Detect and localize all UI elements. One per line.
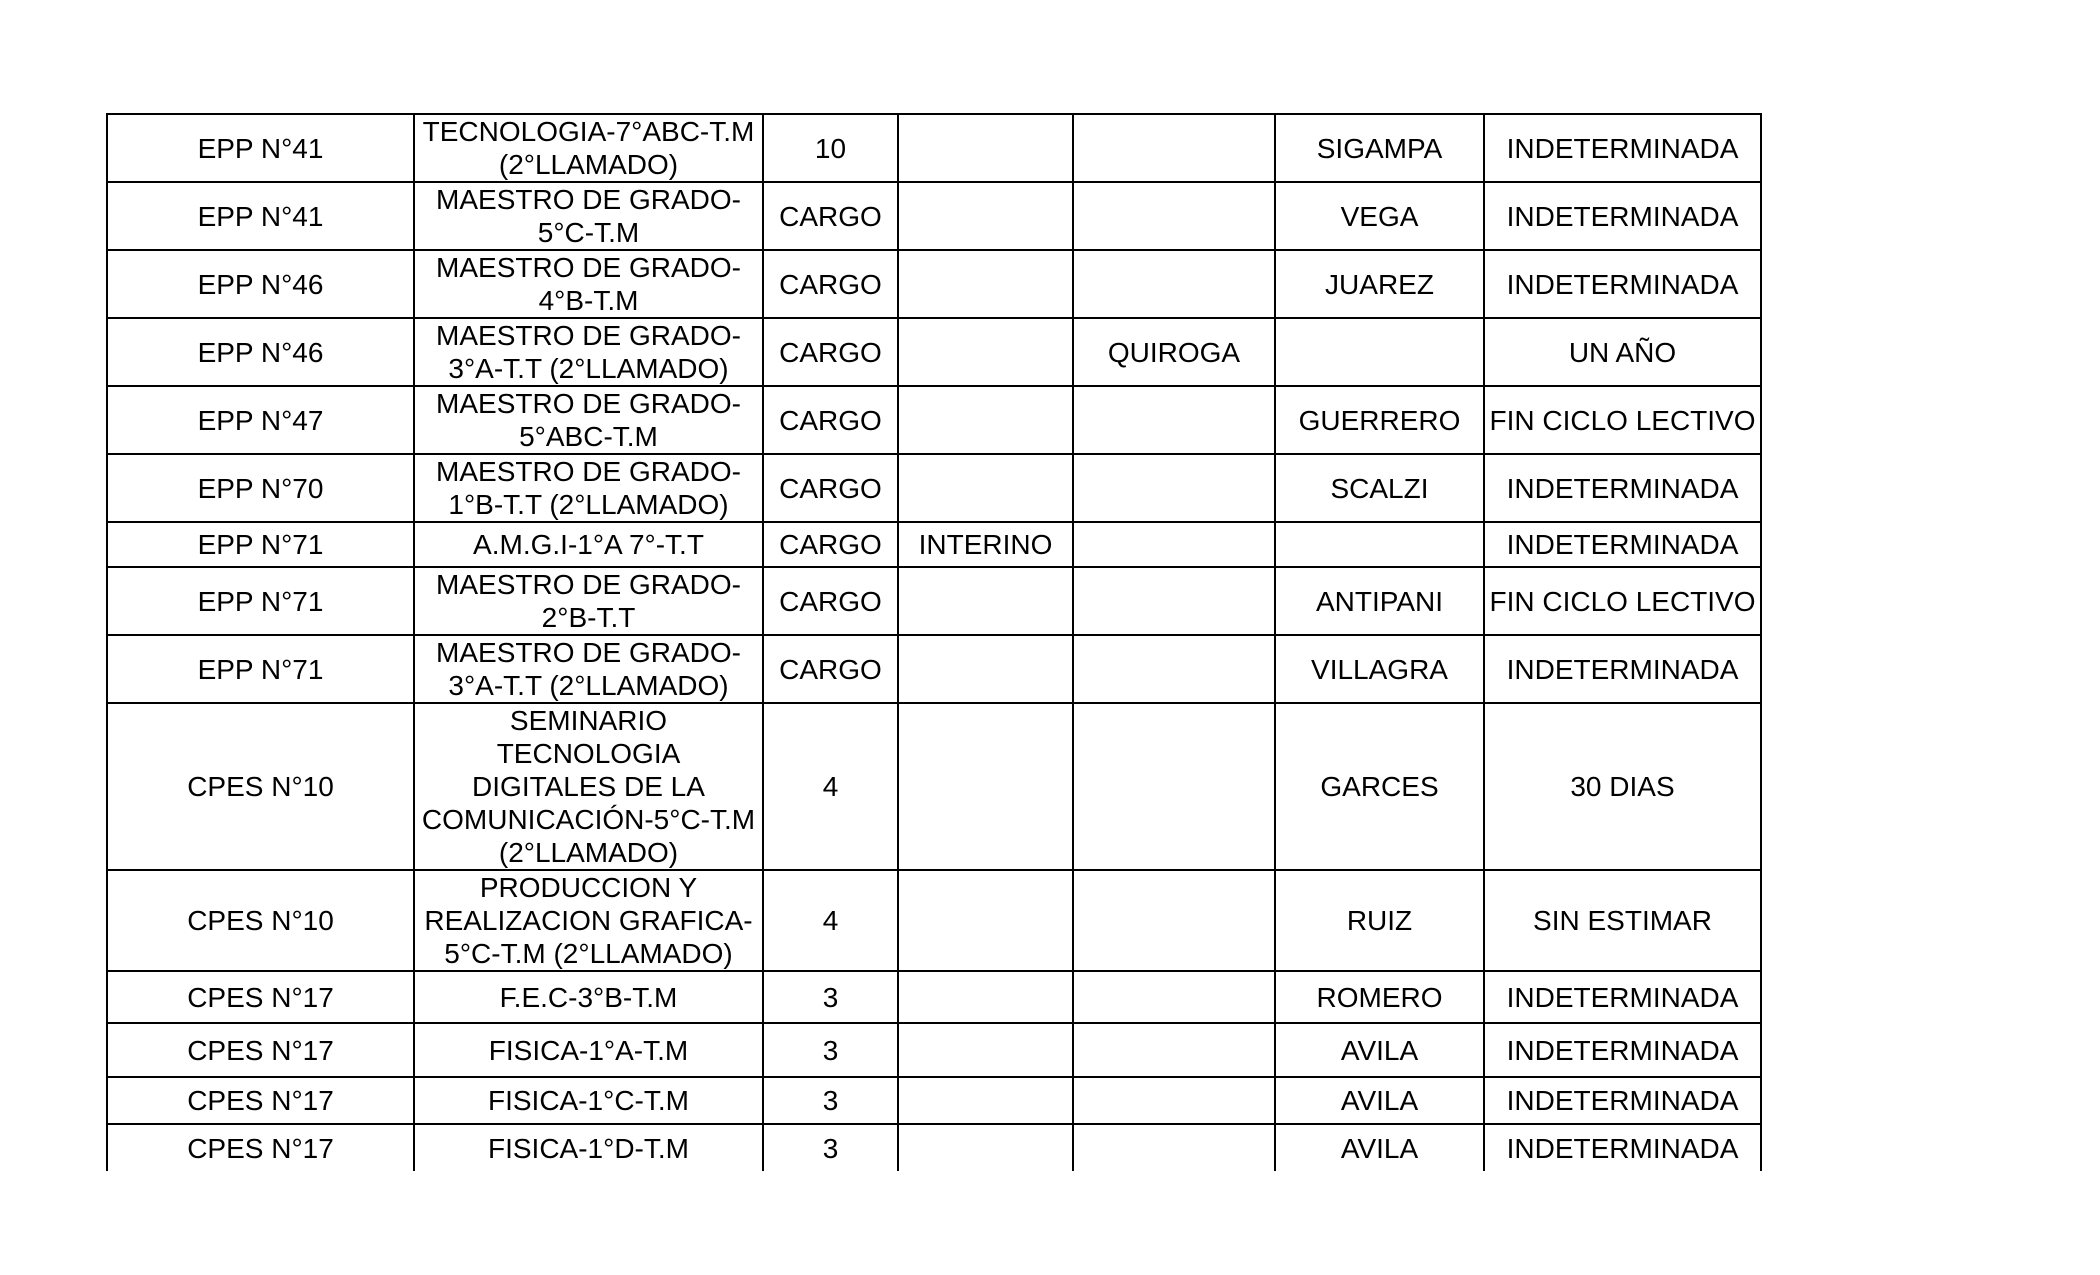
replacement-cell [1073,971,1275,1023]
hours-cell: 3 [763,1023,898,1077]
duration-cell: UN AÑO [1484,318,1761,386]
hours-cell: CARGO [763,454,898,522]
hours-cell: CARGO [763,386,898,454]
hours-cell: 10 [763,114,898,182]
replacement-cell [1073,386,1275,454]
school-cell: CPES N°17 [107,1124,414,1171]
hours-cell: CARGO [763,250,898,318]
duration-cell: INDETERMINADA [1484,1124,1761,1171]
school-cell: CPES N°10 [107,870,414,971]
subject-cell: MAESTRO DE GRADO- 3°A-T.T (2°LLAMADO) [414,635,763,703]
status-cell [898,971,1073,1023]
school-cell: EPP N°46 [107,250,414,318]
status-cell: INTERINO [898,522,1073,567]
duration-cell: INDETERMINADA [1484,114,1761,182]
table-row [107,250,1761,318]
holder-cell: AVILA [1275,1077,1484,1124]
status-cell [898,454,1073,522]
table-row [107,1124,1761,1171]
holder-cell: ROMERO [1275,971,1484,1023]
school-cell: EPP N°47 [107,386,414,454]
hours-cell: CARGO [763,522,898,567]
subject-cell: PRODUCCION Y REALIZACION GRAFICA- 5°C-T.M (2°LLAMADO) [414,870,763,971]
replacement-cell [1073,522,1275,567]
status-cell [898,250,1073,318]
hours-cell: CARGO [763,182,898,250]
duration-cell: INDETERMINADA [1484,635,1761,703]
duration-cell: FIN CICLO LECTIVO [1484,386,1761,454]
hours-cell: CARGO [763,567,898,635]
school-cell: EPP N°41 [107,114,414,182]
subject-cell: MAESTRO DE GRADO- 4°B-T.M [414,250,763,318]
table-row [107,454,1761,522]
status-cell [898,386,1073,454]
table-row [107,1023,1761,1077]
table-row [107,635,1761,703]
status-cell [898,635,1073,703]
subject-cell: MAESTRO DE GRADO- 1°B-T.T (2°LLAMADO) [414,454,763,522]
status-cell [898,114,1073,182]
holder-cell: GARCES [1275,703,1484,870]
hours-cell: 4 [763,870,898,971]
table-row [107,1077,1761,1124]
hours-cell: 3 [763,971,898,1023]
replacement-cell [1073,567,1275,635]
holder-cell [1275,318,1484,386]
duration-cell: 30 DIAS [1484,703,1761,870]
holder-cell [1275,522,1484,567]
school-cell: EPP N°71 [107,522,414,567]
subject-cell: FISICA-1°C-T.M [414,1077,763,1124]
school-cell: EPP N°46 [107,318,414,386]
replacement-cell [1073,870,1275,971]
school-cell: CPES N°17 [107,1023,414,1077]
status-cell [898,182,1073,250]
replacement-cell [1073,454,1275,522]
school-cell: EPP N°70 [107,454,414,522]
holder-cell: SCALZI [1275,454,1484,522]
duration-cell: INDETERMINADA [1484,182,1761,250]
duration-cell: INDETERMINADA [1484,1023,1761,1077]
duration-cell: INDETERMINADA [1484,971,1761,1023]
subject-cell: A.M.G.I-1°A 7°-T.T [414,522,763,567]
school-cell: EPP N°71 [107,567,414,635]
status-cell [898,703,1073,870]
duration-cell: INDETERMINADA [1484,250,1761,318]
status-cell [898,318,1073,386]
subject-cell: TECNOLOGIA-7°ABC-T.M (2°LLAMADO) [414,114,763,182]
subject-cell: MAESTRO DE GRADO- 3°A-T.T (2°LLAMADO) [414,318,763,386]
holder-cell: AVILA [1275,1124,1484,1171]
table-row [107,318,1761,386]
duration-cell: INDETERMINADA [1484,454,1761,522]
school-cell: CPES N°17 [107,1077,414,1124]
duration-cell: INDETERMINADA [1484,522,1761,567]
replacement-cell [1073,1077,1275,1124]
hours-cell: CARGO [763,635,898,703]
replacement-cell [1073,1124,1275,1171]
holder-cell: VEGA [1275,182,1484,250]
status-cell [898,567,1073,635]
table-row [107,567,1761,635]
table-row [107,971,1761,1023]
table-row [107,870,1761,971]
holder-cell: ANTIPANI [1275,567,1484,635]
replacement-cell [1073,182,1275,250]
hours-cell: CARGO [763,318,898,386]
subject-cell: FISICA-1°A-T.M [414,1023,763,1077]
status-cell [898,1124,1073,1171]
table-row [107,114,1761,182]
table-row [107,522,1761,567]
status-cell [898,1077,1073,1124]
hours-cell: 4 [763,703,898,870]
table-row [107,182,1761,250]
holder-cell: JUAREZ [1275,250,1484,318]
replacement-cell [1073,114,1275,182]
subject-cell: MAESTRO DE GRADO- 5°ABC-T.M [414,386,763,454]
school-cell: EPP N°41 [107,182,414,250]
status-cell [898,1023,1073,1077]
status-cell [898,870,1073,971]
vacancy-table [106,113,1762,1171]
duration-cell: INDETERMINADA [1484,1077,1761,1124]
table-row [107,703,1761,870]
duration-cell: SIN ESTIMAR [1484,870,1761,971]
replacement-cell [1073,1023,1275,1077]
replacement-cell: QUIROGA [1073,318,1275,386]
replacement-cell [1073,635,1275,703]
holder-cell: GUERRERO [1275,386,1484,454]
table-row [107,386,1761,454]
school-cell: CPES N°10 [107,703,414,870]
replacement-cell [1073,703,1275,870]
holder-cell: VILLAGRA [1275,635,1484,703]
hours-cell: 3 [763,1124,898,1171]
subject-cell: SEMINARIO TECNOLOGIA DIGITALES DE LA COMUNICACIÓN-5°C-T.M (2°LLAMADO) [414,703,763,870]
holder-cell: SIGAMPA [1275,114,1484,182]
subject-cell: MAESTRO DE GRADO- 2°B-T.T [414,567,763,635]
school-cell: CPES N°17 [107,971,414,1023]
subject-cell: F.E.C-3°B-T.M [414,971,763,1023]
subject-cell: MAESTRO DE GRADO- 5°C-T.M [414,182,763,250]
holder-cell: RUIZ [1275,870,1484,971]
school-cell: EPP N°71 [107,635,414,703]
hours-cell: 3 [763,1077,898,1124]
holder-cell: AVILA [1275,1023,1484,1077]
subject-cell: FISICA-1°D-T.M [414,1124,763,1171]
duration-cell: FIN CICLO LECTIVO [1484,567,1761,635]
replacement-cell [1073,250,1275,318]
